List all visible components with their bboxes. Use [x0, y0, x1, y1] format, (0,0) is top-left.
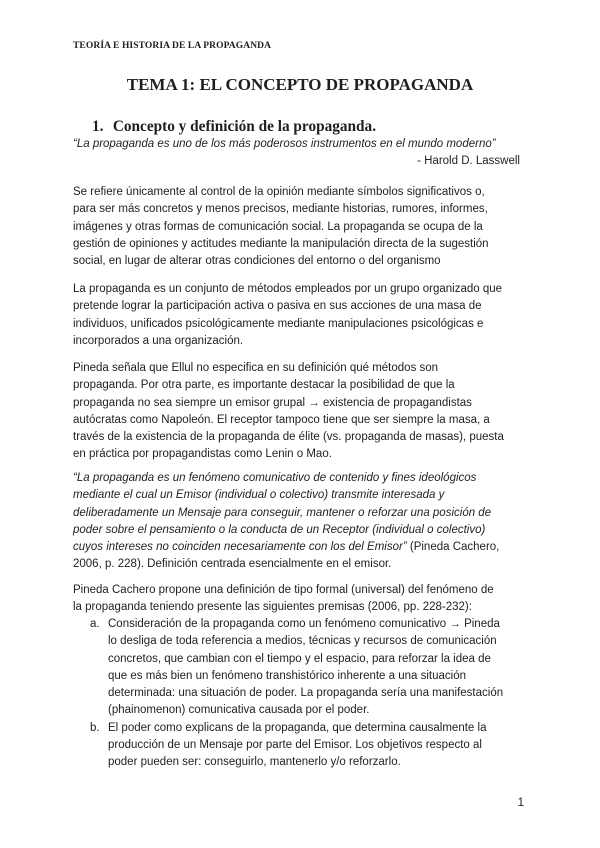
- italic-quote-text: deliberadamente un Mensaje para conseguir, mantener o reforzar una posición de: [73, 506, 492, 519]
- paragraph-definition-lasswell: [73, 184, 533, 270]
- list-item: [90, 616, 534, 720]
- page-number: 1: [517, 797, 524, 809]
- list-item-line: Consideración de la propaganda como un fenómeno comunicativo → Pineda: [108, 618, 500, 630]
- epigraph-author: - Harold D. Lasswell: [417, 155, 520, 167]
- italic-quote-text: cuyos intereses no coinciden necesariamente con los del Emisor”: [73, 541, 407, 554]
- list-marker: a.: [90, 618, 100, 630]
- list-item-line: poder pueden ser: conseguirlo, mantenerlo y/o reforzarlo.: [108, 756, 401, 769]
- paragraph-line: social, en lugar de alterar otras condiciones del entorno o del organismo: [73, 255, 441, 268]
- list-item-line: (phainomenon) comunicativa causada por el poder.: [108, 704, 370, 717]
- paragraph-line: La propaganda es un conjunto de métodos empleados por un grupo organizado que: [73, 283, 503, 295]
- paragraph-line: [73, 470, 533, 487]
- list-item: [90, 720, 534, 772]
- paragraph-line: [73, 522, 533, 539]
- paragraph-line: pretende lograr la participación activa o pasiva en sus acciones de una masa de: [73, 300, 482, 313]
- section-heading-text: Concepto y definición de la propaganda.: [112, 118, 377, 135]
- premises-list: [90, 616, 534, 772]
- list-item-line: concretos, que cambian con el tiempo y el espacio, para reforzar la idea de: [108, 652, 491, 665]
- paragraph-line: gestión de opiniones y actitudes mediante la manipulación directa de la sugestión: [73, 237, 489, 250]
- paragraph-line: través de la existencia de la propaganda de élite (vs. propaganda de masas), puesta: [73, 431, 504, 444]
- list-item-line: lo desliga de toda referencia a medios, técnicas y recursos de comunicación: [108, 635, 497, 648]
- paragraph-definition-ellul: [73, 281, 533, 350]
- paragraph-line: [73, 505, 533, 522]
- running-header: TEORÍA E HISTORIA DE LA PROPAGANDA: [73, 41, 272, 51]
- section-number: 1.: [92, 118, 104, 135]
- page-title: TEMA 1: EL CONCEPTO DE PROPAGANDA: [126, 75, 474, 94]
- list-item-line: determinada: una situación de poder. La propaganda sería una manifestación: [108, 687, 504, 700]
- epigraph-quote: “La propaganda es uno de los más poderosos instrumentos en el mundo moderno”: [73, 138, 496, 150]
- list-item-line: producción de un Mensaje por parte del Emisor. Los objetivos respecto al: [108, 739, 482, 752]
- list-item-line: que es más bien un fenómeno transhistórico inherente a una situación: [108, 669, 467, 682]
- paragraph-line: Pineda señala que Ellul no especifica en su definición qué métodos son: [73, 362, 439, 374]
- paragraph-line: Pineda Cachero propone una definición de tipo formal (universal) del fenómeno de: [73, 584, 494, 596]
- paragraph-line: [73, 487, 533, 504]
- paragraph-line: para ser más concretos y menos precisos, mediante historias, rumores, informes,: [73, 203, 488, 216]
- list-item-line: El poder como explicans de la propaganda, que determina causalmente la: [108, 721, 487, 734]
- citation-text: (Pineda Cachero,: [406, 541, 500, 554]
- italic-quote-text: poder sobre el pensamiento o la conducta de un Receptor (individual o colectivo): [73, 523, 486, 536]
- paragraph-line: propaganda no sea siempre un emisor grupal → existencia de propagandistas: [73, 396, 472, 409]
- paragraph-line: propaganda. Por otra parte, es importante destacar la posibilidad de que la: [73, 379, 455, 392]
- paragraph-line: la propaganda teniendo presente las siguientes premisas (2006, pp. 228-232):: [73, 601, 472, 614]
- paragraph-line: incorporados a una organización.: [73, 334, 244, 347]
- paragraph-line: autócratas como Napoleón. El receptor tampoco tiene que ser siempre la masa, a: [73, 413, 490, 426]
- paragraph-line: Se refiere únicamente al control de la opinión mediante símbolos significativos o,: [73, 186, 485, 198]
- paragraph-line: imágenes y otras formas de comunicación social. La propaganda se ocupa de la: [73, 220, 483, 233]
- paragraph-pineda-critique: [73, 360, 533, 464]
- list-marker: b.: [90, 721, 100, 734]
- paragraph-line: individuos, unificados psicológicamente mediante manipulaciones psicológicas e: [73, 317, 484, 330]
- section-heading: [92, 118, 376, 136]
- italic-quote-text: mediante el cual un Emisor (individual o colectivo) transmite interesada y: [73, 489, 445, 502]
- paragraph-line: 2006, p. 228). Definición centrada esencialmente en el emisor.: [73, 558, 392, 571]
- paragraph-premises-intro: [73, 582, 533, 617]
- paragraph-line: en práctica por propagandistas como Lenin o Mao.: [73, 448, 332, 461]
- paragraph-pineda-definition: [73, 470, 533, 574]
- paragraph-line: [73, 539, 533, 556]
- italic-quote-text: “La propaganda es un fenómeno comunicativo de contenido y fines ideológicos: [73, 472, 477, 484]
